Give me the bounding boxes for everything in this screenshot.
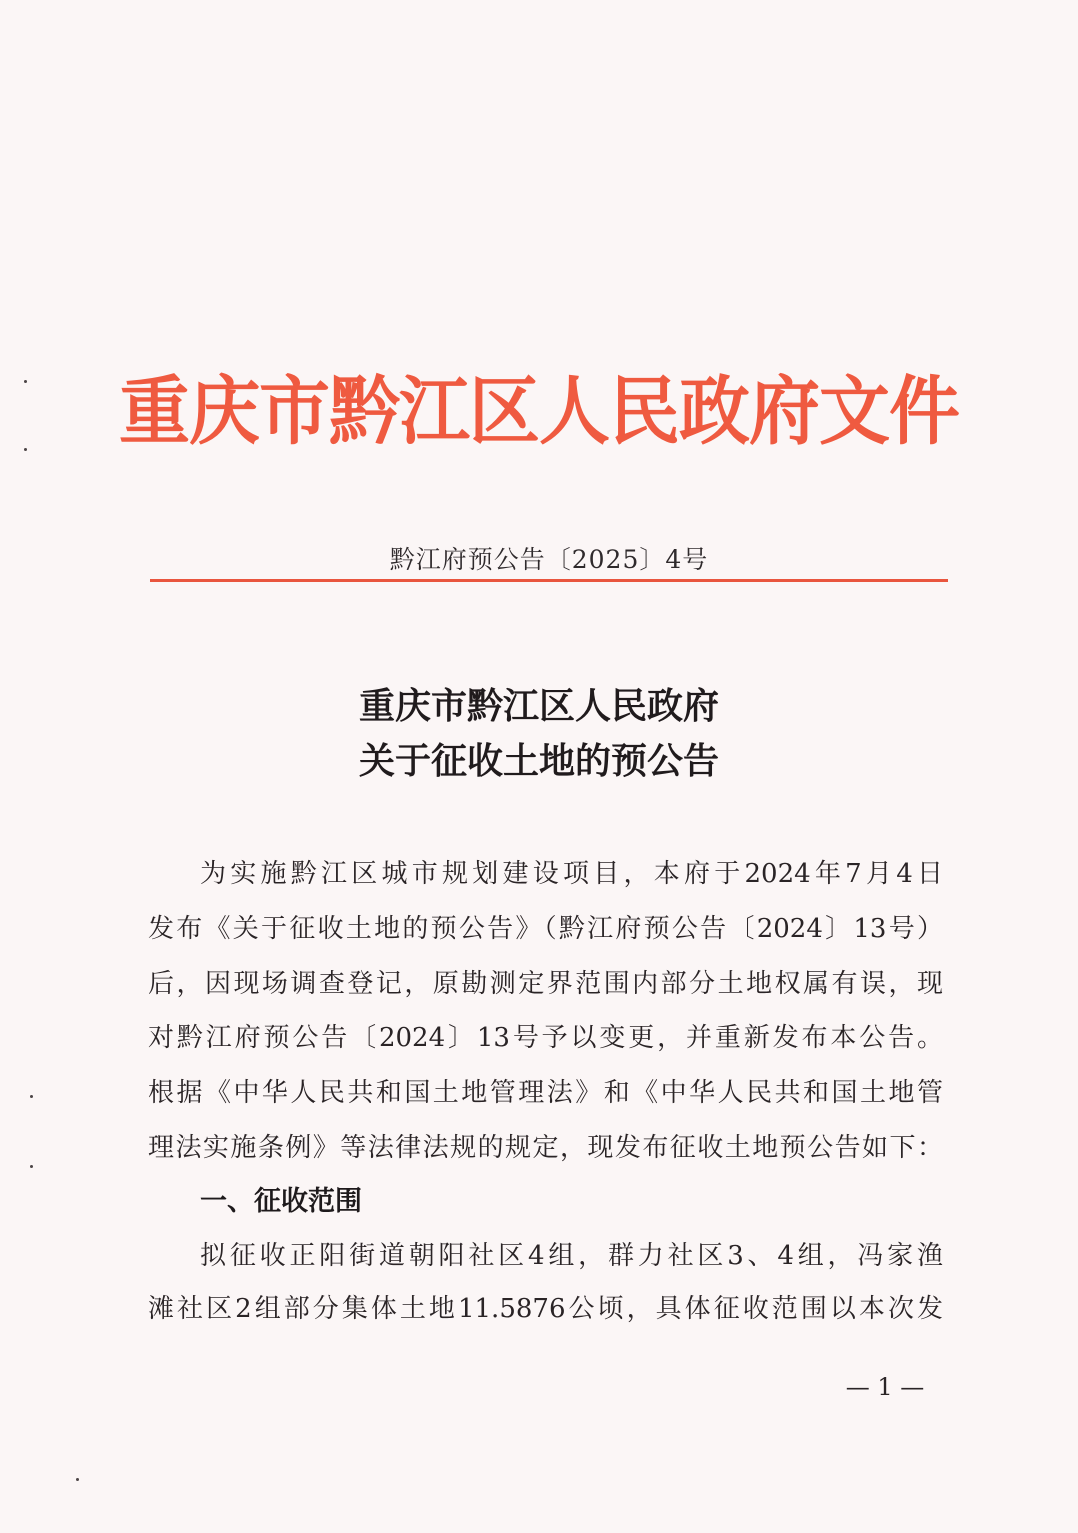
scan-speck	[30, 1095, 33, 1098]
document-header-title: 重庆市黔江区人民政府文件	[118, 367, 959, 456]
scan-speck	[30, 1165, 33, 1168]
body-line: 对黔江府预公告〔2024〕13号予以变更，并重新发布本公告。	[148, 1023, 943, 1053]
section-heading-scope: 一、征收范围	[200, 1186, 362, 1217]
scan-speck	[76, 1478, 79, 1481]
body-line: 后，因现场调查登记，原勘测定界范围内部分土地权属有误，现	[148, 969, 943, 999]
body-line: 理法实施条例》等法律法规的规定，现发布征收土地预公告如下：	[148, 1133, 943, 1163]
body-line: 滩社区2组部分集体土地11.5876公顷，具体征收范围以本次发	[148, 1294, 943, 1324]
notice-title-line-1: 重庆市黔江区人民政府	[358, 685, 719, 727]
header-divider	[150, 579, 948, 582]
body-line: 发布《关于征收土地的预公告》（黔江府预公告〔2024〕13号）	[148, 914, 943, 944]
body-line: 拟征收正阳街道朝阳社区4组，群力社区3、4组，冯家渔	[200, 1241, 943, 1271]
notice-title-line-2: 关于征收土地的预公告	[358, 740, 719, 782]
body-line: 根据《中华人民共和国土地管理法》和《中华人民共和国土地管	[148, 1078, 943, 1108]
body-line: 为实施黔江区城市规划建设项目，本府于2024年7月4日	[200, 859, 943, 889]
page-number: — 1 —	[845, 1373, 925, 1401]
document-number: 黔江府预公告〔2025〕4号	[389, 545, 709, 574]
